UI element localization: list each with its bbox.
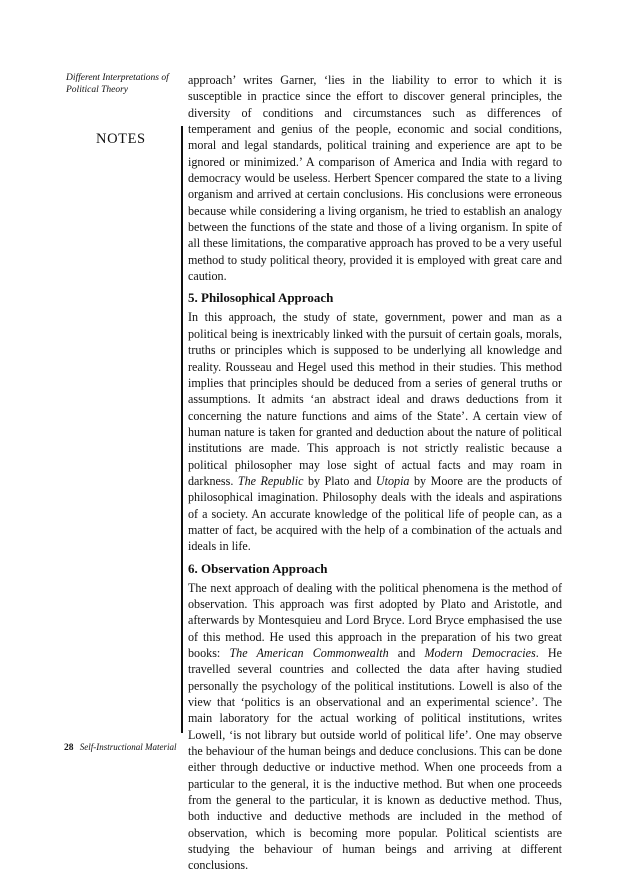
book-title-modern-democracies: Modern Democracies bbox=[424, 646, 536, 660]
heading-observation-approach: 6. Observation Approach bbox=[188, 560, 328, 576]
running-header-line1: Different Interpretations of bbox=[66, 73, 169, 83]
paragraph-observation-approach bbox=[188, 580, 562, 874]
paragraph-philosophical-approach bbox=[188, 309, 562, 554]
main-content bbox=[188, 72, 562, 874]
text-segment: . He travelled several countries and collected the data after having studied personally the psychology of the political institutions. Lowell is also of the view that ‘politics is an observational and an experimental science’. The main laboratory for the actual working of political institutions, writes Lowell, ‘is not library but outside world of political life’. One may observe the behaviour of the human beings and deduce conclusions. This can be done either through deductive or inductive method. When one proceeds from a particular to the general, it is the inductive method. But when one proceeds from the general to the particular, it is known as deductive method. Thus, both inductive and deductive methods are included in the method of observation, which is becoming more popular. Political scientists are studying the behaviour of human beings and arriving at different conclusions. bbox=[188, 646, 562, 873]
notes-label: NOTES bbox=[96, 131, 146, 147]
text-segment: In this approach, the study of state, government, power and man as a political being is inextricably linked with the pursuit of certain goals, morals, truths or principles which is supposed to be underlying all knowledge and reality. Rousseau and Hegel used this method in their studies. This method implies that principles should be deduced from a series of general truths or assumptions. It admits ‘an abstract ideal and draws deductions from it concerning the nature functions and aims of the State’. A certain view of human nature is taken for granted and deduction about the nature of political institutions are made. This approach is not strictly realistic because a political philosopher may lose sight of actual facts and may roam in darkness. bbox=[188, 310, 562, 488]
running-header-line2: Political Theory bbox=[66, 85, 129, 95]
margin-rule bbox=[181, 126, 183, 733]
text-segment: and bbox=[397, 646, 416, 660]
footer-text: Self-Instructional Material bbox=[79, 742, 177, 752]
heading-philosophical-approach: 5. Philosophical Approach bbox=[188, 290, 334, 306]
book-title-american-commonwealth: The American Commonwealth bbox=[229, 646, 389, 660]
page-footer bbox=[64, 742, 177, 753]
book-title-the-republic: The Republic bbox=[237, 473, 304, 488]
book-title-utopia: Utopia bbox=[375, 473, 410, 488]
paragraph-comparative-approach: approach’ writes Garner, ‘lies in the liability to error to which it is susceptible in practice since the effort to discover general principles, the diversity of conditions and circumstances such as differences of temperament and genius of the people, economic and social conditions, moral and legal standards, political training and experience are apt to be ignored or minimized.’ A comparison of America and India with regard to democracy would be useless. Herbert Spencer compared the state to a living organism and arrived at certain conclusions. His conclusions were erroneous because while considering a living organism, he tried to establish an analogy between the functions of the state and those of a living organism. In spite of all these limitations, the comparative approach has proved to be a very useful method to study political theory, provided it is employed with great care and caution. bbox=[188, 73, 562, 284]
page-number: 28 bbox=[64, 743, 74, 753]
text-segment: by Plato and bbox=[307, 473, 372, 488]
running-header bbox=[66, 72, 178, 96]
text-segment: The next approach of dealing with the political phenomena is the method of observation. This approach was first adopted by Plato and Aristotle, and afterwards by Montesquieu and Lord Bryce. Lord Bryce emphasised the use of this method. He used this approach in the preparation of his two great books: bbox=[188, 580, 562, 660]
text-segment: by Moore are the products of philosophical imagination. Philosophy deals with the ideals and aspirations of a society. An accurate knowledge of the political life of people can, as a matter of fact, be acquired with the help of a combination of the actuals and ideals in life. bbox=[188, 473, 563, 554]
